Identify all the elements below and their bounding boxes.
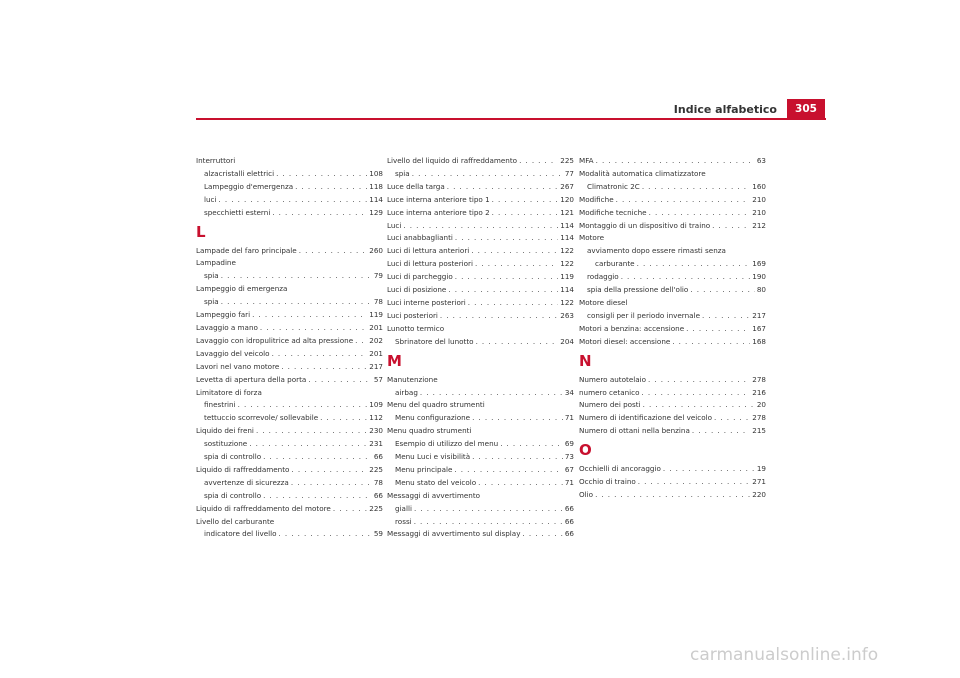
index-entry[interactable]: Luce della targa . . . 267 (387, 181, 574, 194)
index-entry[interactable]: Lavaggio con idropulitrice ad alta pressione . . . 202 (196, 335, 383, 348)
index-entry[interactable]: Menu Luci e visibilità . . . 73 (387, 451, 574, 464)
index-entry[interactable]: Luci interne posteriori . . . 122 (387, 297, 574, 310)
index-entry[interactable]: MFA . . . 63 (579, 155, 766, 168)
index-entry[interactable]: indicatore del livello . . . 59 (196, 528, 383, 541)
index-entry[interactable]: Liquido dei freni . . . 230 (196, 425, 383, 438)
index-entry[interactable]: alzacristalli elettrici . . . 108 (196, 168, 383, 181)
index-heading: Lampeggio di emergenza (196, 284, 288, 294)
index-column-2 (387, 155, 574, 541)
index-entry[interactable]: Lavaggio a mano . . . 201 (196, 322, 383, 335)
index-heading: Menu del quadro strumenti (387, 400, 485, 410)
index-entry[interactable]: Olio . . . 220 (579, 489, 766, 502)
index-heading: Limitatore di forza (196, 387, 262, 397)
index-entry[interactable]: Luci . . . 114 (387, 220, 574, 233)
index-entry[interactable]: spia . . . 78 (196, 296, 383, 309)
index-entry[interactable]: carburante . . . 169 (579, 258, 766, 271)
index-entry[interactable]: spia di controllo . . . 66 (196, 490, 383, 503)
index-entry[interactable]: consigli per il periodo invernale . . . 217 (579, 310, 766, 323)
page-header-title: Indice alfabetico (673, 103, 777, 116)
index-entry[interactable]: Lavori nel vano motore . . . 217 (196, 361, 383, 374)
index-entry[interactable]: Luci di lettura anteriori . . . 122 (387, 245, 574, 258)
index-entry[interactable]: Esempio di utilizzo del menu . . . 69 (387, 438, 574, 451)
index-entry[interactable]: Liquido di raffreddamento del motore . . . 225 (196, 503, 383, 516)
index-entry[interactable]: Luci di posizione . . . 114 (387, 284, 574, 297)
index-heading: Motore (579, 233, 605, 243)
index-entry[interactable]: Lampade del faro principale . . . 260 (196, 245, 383, 258)
index-heading: Livello del carburante (196, 516, 275, 526)
index-heading: Motore diesel (579, 297, 628, 307)
index-entry[interactable]: rossi . . . 66 (387, 516, 574, 529)
index-entry[interactable]: Messaggi di avvertimento sul display . . . 66 (387, 528, 574, 541)
index-heading: Interruttori (196, 156, 236, 165)
index-entry[interactable]: Occhio di traino . . . 271 (579, 476, 766, 489)
index-entry[interactable]: Lavaggio del veicolo . . . 201 (196, 348, 383, 361)
index-entry[interactable]: Luci anabbaglianti . . . 114 (387, 232, 574, 245)
index-entry[interactable]: rodaggio . . . 190 (579, 271, 766, 284)
index-entry[interactable]: Occhielli di ancoraggio . . . 19 (579, 463, 766, 476)
section-letter-n: N (579, 351, 592, 370)
index-entry[interactable]: Modifiche tecniche . . . 210 (579, 207, 766, 220)
index-heading: Menu quadro strumenti (387, 426, 472, 436)
index-entry[interactable]: Motori diesel: accensione . . . 168 (579, 336, 766, 349)
index-heading: Messaggi di avvertimento (387, 490, 481, 500)
index-heading: Lampadine (196, 258, 236, 268)
watermark-text: carmanualsonline.info (690, 645, 879, 665)
index-entry[interactable]: Numero di identificazione del veicolo . . . 278 (579, 412, 766, 425)
index-entry[interactable]: spia della pressione dell'olio . . . 80 (579, 284, 766, 297)
index-entry[interactable]: Numero dei posti . . . 20 (579, 399, 766, 412)
index-entry[interactable]: Numero di ottani nella benzina . . . 215 (579, 425, 766, 438)
index-entry[interactable]: numero cetanico . . . 216 (579, 387, 766, 400)
index-entry[interactable]: gialli . . . 66 (387, 503, 574, 516)
index-entry[interactable]: Climatronic 2C . . . 160 (579, 181, 766, 194)
index-entry[interactable]: Livello del liquido di raffreddamento . . . 225 (387, 155, 574, 168)
index-entry[interactable]: spia di controllo . . . 66 (196, 451, 383, 464)
index-entry[interactable]: finestrini . . . 109 (196, 399, 383, 412)
index-entry[interactable]: spia . . . 77 (387, 168, 574, 181)
index-entry[interactable]: Montaggio di un dispositivo di traino . . . 212 (579, 220, 766, 233)
index-entry[interactable]: Luci di lettura posteriori . . . 122 (387, 258, 574, 271)
index-heading: Lunotto termico (387, 323, 445, 333)
index-entry[interactable]: specchietti esterni . . . 129 (196, 207, 383, 220)
index-subheading: avviamento dopo essere rimasti senza (587, 246, 726, 256)
index-entry[interactable]: Lampeggio d'emergenza . . . 118 (196, 181, 383, 194)
header-divider (196, 118, 826, 120)
index-entry[interactable]: airbag . . . 34 (387, 387, 574, 400)
section-letter-m: M (387, 351, 402, 370)
index-entry[interactable]: Luce interna anteriore tipo 2 . . . 121 (387, 207, 574, 220)
index-entry[interactable]: Luci posteriori . . . 263 (387, 310, 574, 323)
index-column-1 (196, 155, 383, 541)
index-column-3 (579, 155, 766, 502)
index-entry[interactable]: Luci di parcheggio . . . 119 (387, 271, 574, 284)
index-entry[interactable]: spia . . . 79 (196, 270, 383, 283)
index-entry[interactable]: Levetta di apertura della porta . . . 57 (196, 374, 383, 387)
index-entry[interactable]: Menu stato del veicolo . . . 71 (387, 477, 574, 490)
index-entry[interactable]: Liquido di raffreddamento . . . 225 (196, 464, 383, 477)
index-heading: Manutenzione (387, 374, 438, 384)
index-entry[interactable]: Menu principale . . . 67 (387, 464, 574, 477)
section-letter-l: L (196, 222, 206, 241)
index-entry[interactable]: tettuccio scorrevole/ sollevabile . . . 112 (196, 412, 383, 425)
index-entry[interactable]: Menu configurazione . . . 71 (387, 412, 574, 425)
index-heading: Modalità automatica climatizzatore (579, 168, 706, 178)
index-entry[interactable]: Sbrinatore del lunotto . . . 204 (387, 336, 574, 349)
index-entry[interactable]: Luce interna anteriore tipo 1 . . . 120 (387, 194, 574, 207)
index-entry[interactable]: avvertenze di sicurezza . . . 78 (196, 477, 383, 490)
index-entry[interactable]: Motori a benzina: accensione . . . 167 (579, 323, 766, 336)
section-letter-o: O (579, 441, 592, 460)
index-entry[interactable]: Modifiche . . . 210 (579, 194, 766, 207)
index-entry[interactable]: Numero autotelaio . . . 278 (579, 374, 766, 387)
index-entry[interactable]: Lampeggio fari . . . 119 (196, 309, 383, 322)
page-number-badge: 305 (787, 99, 825, 119)
index-entry[interactable]: sostituzione . . . 231 (196, 438, 383, 451)
index-entry[interactable]: luci . . . 114 (196, 194, 383, 207)
